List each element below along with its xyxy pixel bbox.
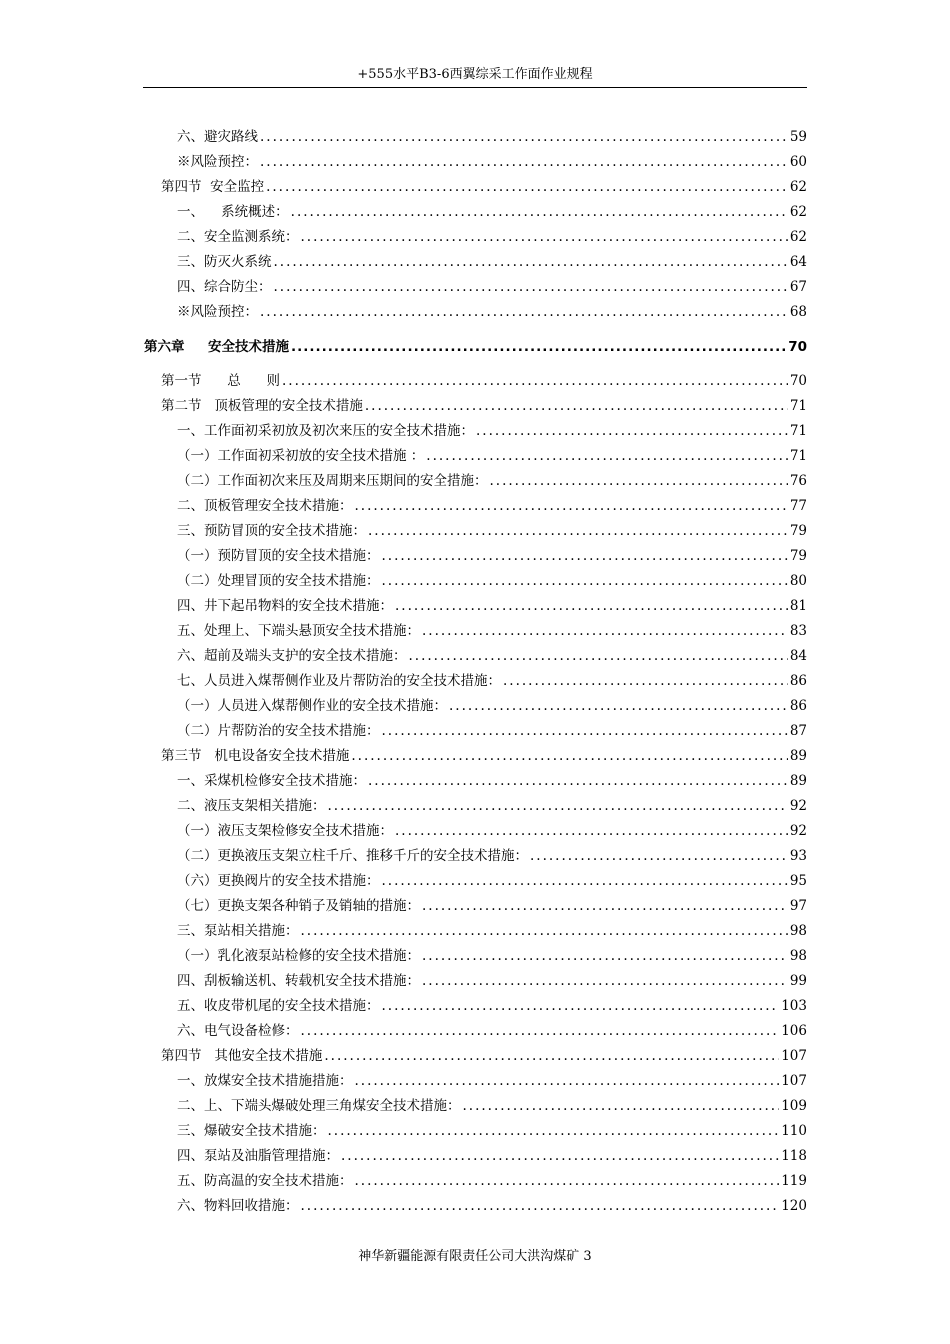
toc-section-entry[interactable]: [161, 1046, 807, 1066]
toc-entry-title: （一）人员进入煤帮侧作业的安全技术措施：: [177, 698, 447, 714]
toc-item-entry[interactable]: [177, 277, 807, 297]
toc-dot-leader: [328, 1121, 780, 1141]
toc-entry-page-number: 81: [789, 598, 807, 614]
toc-entry-title: （一）预防冒顶的安全技术措施：: [177, 548, 380, 564]
toc-entry-page-number: 118: [781, 1148, 807, 1164]
toc-entry-title: 一、工作面初采初放及初次来压的安全技术措施：: [177, 423, 474, 439]
toc-entry-title: （二）更换液压支架立柱千斤、推移千斤的安全技术措施：: [177, 848, 528, 864]
toc-section-entry[interactable]: [161, 177, 807, 197]
toc-entry-page-number: 60: [789, 154, 807, 170]
toc-item-entry[interactable]: [177, 227, 807, 247]
toc-item-entry[interactable]: [177, 946, 807, 966]
toc-entry-page-number: 87: [789, 723, 807, 739]
toc-dot-leader: [351, 746, 787, 766]
toc-entry-title: 三、防灭火系统: [177, 254, 272, 270]
toc-item-entry[interactable]: [177, 821, 807, 841]
toc-item-entry[interactable]: [177, 1171, 807, 1191]
header-title: +555水平B3-6西翼综采工作面作业规程: [357, 67, 593, 82]
toc-item-entry[interactable]: [177, 996, 807, 1016]
toc-entry-page-number: 80: [789, 573, 807, 589]
toc-entry-page-number: 110: [781, 1123, 807, 1139]
toc-entry-title: 六、电气设备检修：: [177, 1023, 299, 1039]
toc-dot-leader: [463, 1096, 780, 1116]
toc-entry-title: 五、处理上、下端头悬顶安全技术措施：: [177, 623, 420, 639]
toc-item-entry[interactable]: [177, 646, 807, 666]
toc-entry-page-number: 59: [789, 129, 807, 145]
toc-dot-leader: [382, 871, 788, 891]
toc-entry-page-number: 76: [789, 473, 807, 489]
toc-entry-page-number: 79: [789, 548, 807, 564]
toc-entry-page-number: 103: [781, 998, 807, 1014]
toc-entry-page-number: 99: [789, 973, 807, 989]
toc-item-entry[interactable]: [177, 252, 807, 272]
toc-entry-title: 三、预防冒顶的安全技术措施：: [177, 523, 366, 539]
toc-entry-page-number: 120: [781, 1198, 807, 1214]
toc-dot-leader: [422, 621, 788, 641]
toc-chapter-entry[interactable]: [144, 337, 807, 357]
toc-entry-page-number: 97: [789, 898, 807, 914]
toc-dot-leader: [260, 302, 788, 322]
toc-entry-title: 三、泵站相关措施：: [177, 923, 299, 939]
toc-entry-page-number: 70: [788, 339, 807, 355]
toc-entry-title: 六、超前及端头支护的安全技术措施：: [177, 648, 407, 664]
toc-item-entry[interactable]: [177, 471, 807, 491]
toc-dot-leader: [382, 546, 788, 566]
toc-entry-title: 第三节 机电设备安全技术措施: [161, 748, 350, 764]
toc-entry-title: （一）工作面初采初放的安全技术措施 ：: [177, 448, 425, 464]
toc-entry-title: ※风险预控：: [177, 154, 258, 170]
toc-item-entry[interactable]: [177, 1146, 807, 1166]
toc-entry-title: （一）乳化液泵站检修的安全技术措施：: [177, 948, 420, 964]
toc-entry-page-number: 109: [781, 1098, 807, 1114]
toc-item-entry[interactable]: [177, 152, 807, 172]
toc-dot-leader: [301, 921, 788, 941]
toc-entry-page-number: 62: [789, 179, 807, 195]
toc-entry-page-number: 84: [789, 648, 807, 664]
toc-dot-leader: [395, 596, 788, 616]
footer-text: 神华新疆能源有限责任公司大洪沟煤矿 3: [358, 1249, 592, 1264]
toc-entry-title: 第四节 其他安全技术措施: [161, 1048, 323, 1064]
toc-entry-title: （二）工作面初次来压及周期来压期间的安全措施：: [177, 473, 488, 489]
toc-dot-leader: [382, 571, 788, 591]
toc-entry-page-number: 86: [789, 673, 807, 689]
toc-entry-title: 二、上、下端头爆破处理三角煤安全技术措施：: [177, 1098, 461, 1114]
toc-dot-leader: [409, 646, 788, 666]
toc-entry-title: 第四节 安全监控: [161, 179, 265, 195]
toc-dot-leader: [382, 721, 788, 741]
toc-entry-title: （一）液压支架检修安全技术措施：: [177, 823, 393, 839]
toc-item-entry[interactable]: [177, 446, 807, 466]
toc-dot-leader: [449, 696, 788, 716]
toc-dot-leader: [365, 396, 788, 416]
toc-entry-page-number: 98: [789, 948, 807, 964]
toc-entry-page-number: 86: [789, 698, 807, 714]
toc-item-entry[interactable]: [177, 596, 807, 616]
toc-section-entry[interactable]: [161, 396, 807, 416]
toc-dot-leader: [355, 1171, 780, 1191]
toc-dot-leader: [490, 471, 788, 491]
toc-entry-page-number: 93: [789, 848, 807, 864]
toc-entry-page-number: 98: [789, 923, 807, 939]
toc-item-entry[interactable]: [177, 921, 807, 941]
toc-item-entry[interactable]: [177, 671, 807, 691]
toc-entry-page-number: 71: [789, 423, 807, 439]
toc-entry-title: 四、综合防尘：: [177, 279, 272, 295]
toc-entry-title: 一、 系统概述：: [177, 204, 289, 220]
toc-dot-leader: [355, 1071, 780, 1091]
toc-entry-title: 第六章 安全技术措施: [144, 339, 289, 355]
toc-item-entry[interactable]: [177, 896, 807, 916]
toc-dot-leader: [301, 1021, 780, 1041]
toc-entry-title: 第一节 总 则: [161, 373, 280, 389]
toc-dot-leader: [426, 446, 788, 466]
toc-dot-leader: [341, 1146, 779, 1166]
toc-dot-leader: [291, 337, 786, 357]
toc-dot-leader: [301, 1196, 780, 1216]
toc-item-entry[interactable]: [177, 1196, 807, 1216]
toc-dot-leader: [355, 496, 788, 516]
toc-item-entry[interactable]: [177, 421, 807, 441]
toc-entry-page-number: 71: [789, 448, 807, 464]
toc-entry-title: 五、收皮带机尾的安全技术措施：: [177, 998, 380, 1014]
toc-entry-title: 三、爆破安全技术措施：: [177, 1123, 326, 1139]
toc-dot-leader: [382, 996, 780, 1016]
toc-entry-page-number: 83: [789, 623, 807, 639]
toc-entry-page-number: 119: [781, 1173, 807, 1189]
toc-item-entry[interactable]: [177, 202, 807, 222]
toc-dot-leader: [422, 946, 788, 966]
toc-item-entry[interactable]: [177, 871, 807, 891]
toc-entry-page-number: 70: [789, 373, 807, 389]
toc-entry-title: 六、物料回收措施：: [177, 1198, 299, 1214]
toc-entry-title: 第二节 顶板管理的安全技术措施: [161, 398, 363, 414]
toc-entry-title: 二、安全监测系统：: [177, 229, 299, 245]
toc-entry-title: 一、放煤安全技术措施措施：: [177, 1073, 353, 1089]
toc-entry-page-number: 68: [789, 304, 807, 320]
toc-entry-title: 四、刮板输送机、转载机安全技术措施：: [177, 973, 420, 989]
toc-dot-leader: [274, 277, 788, 297]
toc-item-entry[interactable]: [177, 1021, 807, 1041]
toc-item-entry[interactable]: [177, 521, 807, 541]
toc-dot-leader: [476, 421, 788, 441]
toc-item-entry[interactable]: [177, 1071, 807, 1091]
toc-entry-page-number: 107: [781, 1073, 807, 1089]
toc-dot-leader: [368, 771, 788, 791]
toc-dot-leader: [274, 252, 788, 272]
toc-section-entry[interactable]: [161, 746, 807, 766]
toc-item-entry[interactable]: [177, 721, 807, 741]
toc-entry-title: （六）更换阀片的安全技术措施：: [177, 873, 380, 889]
toc-entry-title: 六、避灾路线: [177, 129, 258, 145]
toc-dot-leader: [368, 521, 788, 541]
toc-entry-title: 五、防高温的安全技术措施：: [177, 1173, 353, 1189]
toc-item-entry[interactable]: [177, 546, 807, 566]
toc-dot-leader: [422, 896, 788, 916]
toc-entry-title: 四、井下起吊物料的安全技术措施：: [177, 598, 393, 614]
toc-entry-page-number: 89: [789, 773, 807, 789]
toc-item-entry[interactable]: [177, 302, 807, 322]
toc-dot-leader: [422, 971, 788, 991]
toc-dot-leader: [530, 846, 788, 866]
toc-entry-page-number: 79: [789, 523, 807, 539]
toc-entry-title: （七）更换支架各种销子及销轴的措施：: [177, 898, 420, 914]
toc-entry-title: 一、采煤机检修安全技术措施：: [177, 773, 366, 789]
toc-dot-leader: [324, 1046, 779, 1066]
toc-dot-leader: [291, 202, 788, 222]
toc-entry-page-number: 62: [789, 229, 807, 245]
toc-entry-title: （二）片帮防治的安全技术措施：: [177, 723, 380, 739]
toc-item-entry[interactable]: [177, 127, 807, 147]
toc-dot-leader: [395, 821, 788, 841]
toc-item-entry[interactable]: [177, 621, 807, 641]
toc-item-entry[interactable]: [177, 971, 807, 991]
toc-entry-title: 七、人员进入煤帮侧作业及片帮防治的安全技术措施：: [177, 673, 501, 689]
toc-dot-leader: [328, 796, 788, 816]
toc-dot-leader: [301, 227, 788, 247]
toc-entry-page-number: 92: [789, 798, 807, 814]
toc-item-entry[interactable]: [177, 771, 807, 791]
toc-item-entry[interactable]: [177, 846, 807, 866]
toc-dot-leader: [260, 127, 788, 147]
toc-entry-page-number: 107: [781, 1048, 807, 1064]
toc-entry-page-number: 106: [781, 1023, 807, 1039]
toc-item-entry[interactable]: [177, 796, 807, 816]
toc-entry-page-number: 89: [789, 748, 807, 764]
toc-entry-title: （二）处理冒顶的安全技术措施：: [177, 573, 380, 589]
toc-item-entry[interactable]: [177, 496, 807, 516]
toc-section-entry[interactable]: [161, 371, 807, 391]
toc-item-entry[interactable]: [177, 571, 807, 591]
toc-entry-title: 四、泵站及油脂管理措施：: [177, 1148, 339, 1164]
toc-entry-title: 二、液压支架相关措施：: [177, 798, 326, 814]
toc-dot-leader: [282, 371, 788, 391]
toc-item-entry[interactable]: [177, 696, 807, 716]
toc-entry-page-number: 95: [789, 873, 807, 889]
toc-dot-leader: [503, 671, 788, 691]
toc-entry-page-number: 64: [789, 254, 807, 270]
toc-item-entry[interactable]: [177, 1121, 807, 1141]
toc-entry-title: 二、顶板管理安全技术措施：: [177, 498, 353, 514]
toc-entry-title: ※风险预控：: [177, 304, 258, 320]
toc-dot-leader: [260, 152, 788, 172]
toc-entry-page-number: 71: [789, 398, 807, 414]
toc-dot-leader: [266, 177, 788, 197]
toc-entry-page-number: 67: [789, 279, 807, 295]
toc-entry-page-number: 62: [789, 204, 807, 220]
toc-entry-page-number: 92: [789, 823, 807, 839]
toc-item-entry[interactable]: [177, 1096, 807, 1116]
toc-entry-page-number: 77: [789, 498, 807, 514]
